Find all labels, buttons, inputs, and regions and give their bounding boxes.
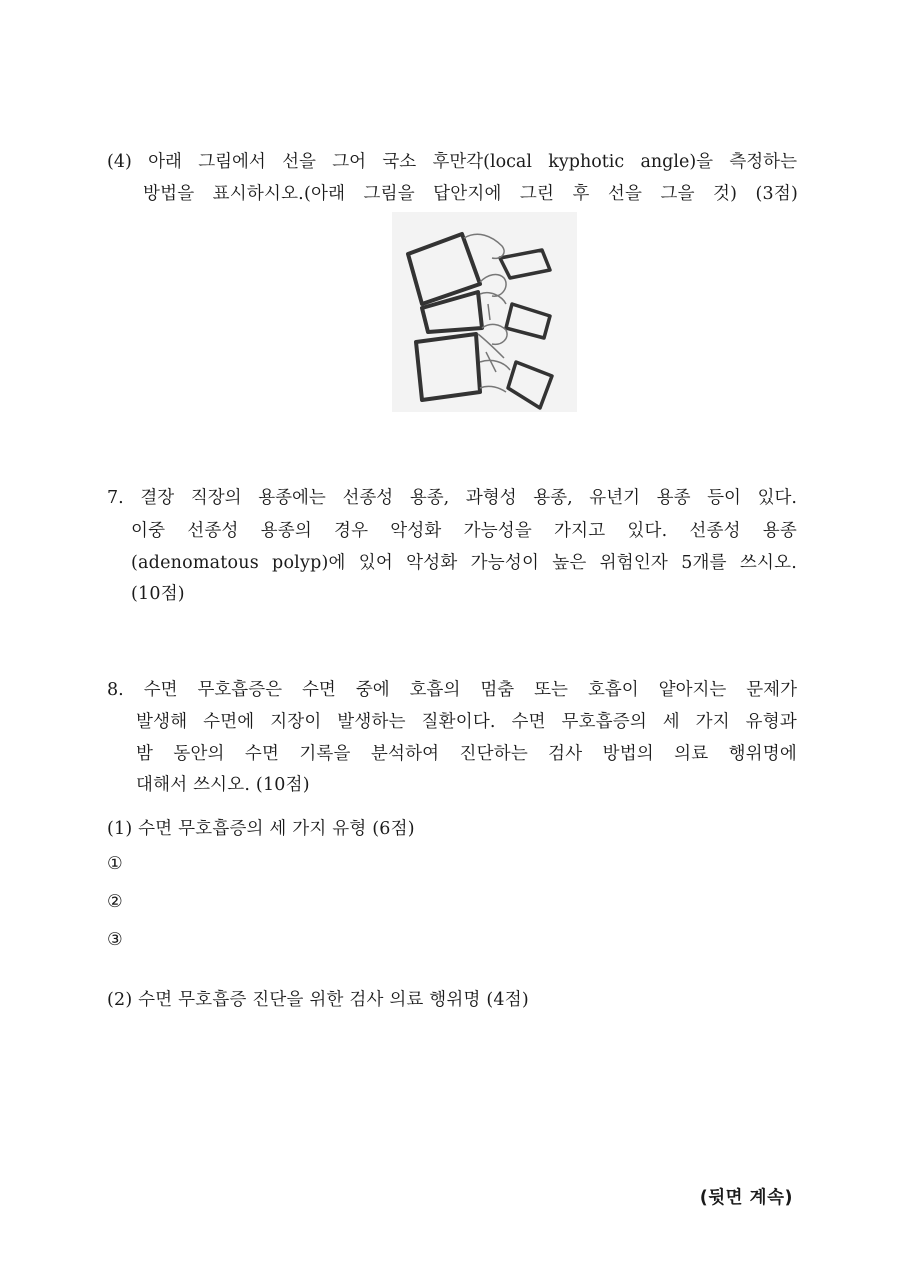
question-7-line-3: (adenomatous polyp)에 있어 악성화 가능성이 높은 위험인자 5개를 쓰시오. (131, 553, 797, 573)
continued-on-back-label: (뒷면 계속) (699, 1188, 793, 1208)
question-7-line-4: (10점) (131, 584, 185, 604)
answer-item-1: ① (107, 854, 123, 874)
question-8-sub-1: (1) 수면 무호흡증의 세 가지 유형 (6점) (107, 819, 415, 839)
spine-figure (392, 212, 577, 412)
question-8-line-2: 발생해 수면에 지장이 발생하는 질환이다. 수면 무호흡증의 세 가지 유형과 (136, 712, 797, 732)
answer-item-3: ③ (107, 930, 123, 950)
question-7-line-2: 이중 선종성 용종의 경우 악성화 가능성을 가지고 있다. 선종성 용종 (131, 521, 797, 541)
spine-vertebrae-sketch-icon (392, 212, 577, 412)
question-6-4-line-2: 방법을 표시하시오.(아래 그림을 답안지에 그린 후 선을 그을 것) (3점) (143, 184, 798, 204)
question-8-line-1: 8. 수면 무호흡증은 수면 중에 호흡의 멈춤 또는 호흡이 얕아지는 문제가 (107, 680, 797, 700)
answer-item-2: ② (107, 892, 123, 912)
question-8-sub-2: (2) 수면 무호흡증 진단을 위한 검사 의료 행위명 (4점) (107, 990, 529, 1010)
question-8-line-3: 밤 동안의 수면 기록을 분석하여 진단하는 검사 방법의 의료 행위명에 (136, 744, 797, 764)
question-8-line-4: 대해서 쓰시오. (10점) (136, 775, 310, 795)
question-6-4-line-1: (4) 아래 그림에서 선을 그어 국소 후만각(local kyphotic angle)을 측정하는 (107, 152, 797, 172)
question-7-line-1: 7. 결장 직장의 용종에는 선종성 용종, 과형성 용종, 유년기 용종 등이 있다. (107, 488, 797, 508)
